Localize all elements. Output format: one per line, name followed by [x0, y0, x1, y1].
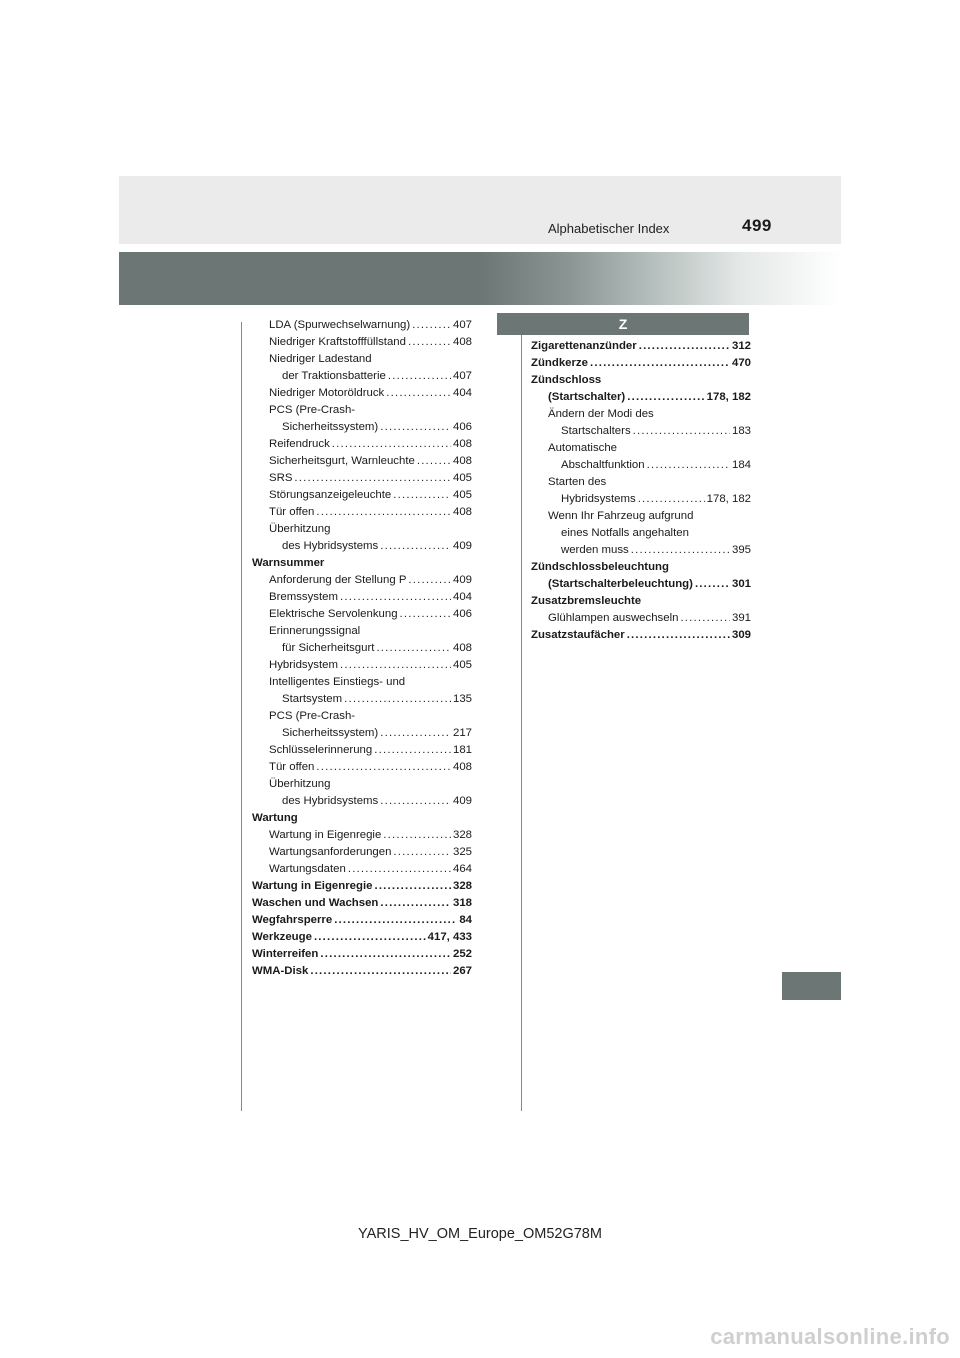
header-title: Alphabetischer Index	[548, 221, 670, 236]
dot-leader	[647, 457, 730, 474]
index-entry-label: Erinnerungssignal	[269, 625, 361, 637]
index-entry	[252, 759, 472, 776]
index-column-right	[531, 338, 751, 644]
index-entry-label: der Traktionsbatterie	[282, 370, 386, 382]
index-entry	[531, 491, 751, 508]
index-entry	[252, 929, 472, 946]
dot-leader	[680, 610, 730, 627]
index-entry-label: Überhitzung	[269, 778, 331, 790]
index-entry-pages: 318	[452, 897, 472, 909]
index-entry	[531, 525, 751, 542]
index-entry-pages: 183	[731, 425, 751, 437]
index-entry	[531, 610, 751, 627]
index-entry	[531, 627, 751, 644]
dot-leader	[344, 691, 451, 708]
index-entry	[531, 372, 751, 389]
index-entry-label: Tür offen	[269, 761, 315, 773]
index-entry-label: Wartung	[252, 812, 298, 824]
index-entry	[252, 742, 472, 759]
index-entry	[252, 334, 472, 351]
index-entry-label: des Hybridsystems	[282, 540, 379, 552]
index-entry	[531, 474, 751, 491]
index-entry	[252, 521, 472, 538]
index-entry	[252, 606, 472, 623]
index-entry-label: Zündschloss	[531, 374, 602, 386]
index-entry-pages: 406	[452, 421, 472, 433]
index-entry	[531, 508, 751, 525]
index-entry-label: Überhitzung	[269, 523, 331, 535]
header-band	[119, 176, 841, 244]
index-entry-pages: 404	[452, 591, 472, 603]
index-entry	[252, 708, 472, 725]
index-entry-pages: 178, 182	[706, 391, 751, 403]
index-entry	[252, 895, 472, 912]
index-entry-pages: 391	[731, 612, 751, 624]
dot-leader	[388, 368, 451, 385]
index-entry-label: Intelligentes Einstiegs- und	[269, 676, 406, 688]
index-entry-label: Winterreifen	[252, 948, 319, 960]
dot-leader	[376, 640, 451, 657]
dot-leader	[340, 589, 451, 606]
index-entry-pages: 405	[452, 659, 472, 671]
index-entry-pages: 181	[452, 744, 472, 756]
index-entry-label: eines Notfalls angehalten	[561, 527, 689, 539]
index-entry	[252, 504, 472, 521]
dot-leader	[412, 317, 451, 334]
index-entry	[531, 542, 751, 559]
index-entry	[252, 827, 472, 844]
dot-leader	[374, 742, 451, 759]
index-entry-label: Niedriger Motoröldruck	[269, 387, 385, 399]
dot-leader	[380, 793, 451, 810]
index-entry-pages: 408	[452, 438, 472, 450]
index-entry-label: Zusatzstaufächer	[531, 629, 625, 641]
index-entry-pages: 309	[731, 629, 751, 641]
index-entry	[252, 657, 472, 674]
dot-leader	[417, 453, 451, 470]
index-entry-label: Warnsummer	[252, 557, 325, 569]
index-entry-label: Glühlampen auswechseln	[548, 612, 679, 624]
index-entry-label: Zündkerze	[531, 357, 588, 369]
index-entry	[531, 593, 751, 610]
index-entry-label: PCS (Pre-Crash-	[269, 710, 356, 722]
index-entry	[252, 776, 472, 793]
chapter-side-tab	[782, 972, 841, 1000]
index-entry-label: Reifendruck	[269, 438, 330, 450]
index-entry	[252, 351, 472, 368]
index-entry	[252, 368, 472, 385]
index-entry-label: PCS (Pre-Crash-	[269, 404, 356, 416]
index-entry-pages: 407	[452, 319, 472, 331]
index-entry	[531, 559, 751, 576]
column-rule-left	[241, 322, 242, 1111]
dot-leader	[380, 725, 451, 742]
index-entry-label: Anforderung der Stellung P	[269, 574, 407, 586]
index-entry-label: SRS	[269, 472, 293, 484]
index-entry-pages: 325	[452, 846, 472, 858]
index-entry-label: Tür offen	[269, 506, 315, 518]
index-entry	[252, 623, 472, 640]
index-entry	[252, 453, 472, 470]
index-entry	[252, 538, 472, 555]
index-entry-label: Wegfahrsperre	[252, 914, 333, 926]
dot-leader	[348, 861, 451, 878]
dot-leader	[374, 878, 451, 895]
index-entry	[252, 878, 472, 895]
dot-leader	[332, 436, 451, 453]
index-entry-pages: 184	[731, 459, 751, 471]
index-entry	[252, 385, 472, 402]
index-entry-label: Abschaltfunktion	[561, 459, 645, 471]
index-entry	[252, 946, 472, 963]
index-entry-pages: 328	[452, 829, 472, 841]
index-entry-pages: 135	[452, 693, 472, 705]
index-entry-label: Wenn Ihr Fahrzeug aufgrund	[548, 510, 694, 522]
index-entry-pages: 408	[452, 761, 472, 773]
dot-leader	[695, 576, 730, 593]
dot-leader	[383, 827, 451, 844]
index-entry-label: Bremssystem	[269, 591, 338, 603]
index-entry-label: (Startschalterbeleuchtung)	[548, 578, 693, 590]
index-entry-label: Sicherheitsgurt, Warnleuchte	[269, 455, 415, 467]
index-entry-pages: 417, 433	[427, 931, 472, 943]
index-entry	[531, 406, 751, 423]
index-entry	[252, 555, 472, 572]
index-entry-pages: 312	[731, 340, 751, 352]
index-entry-label: Automatische	[548, 442, 618, 454]
index-entry-label: Startsystem	[282, 693, 343, 705]
index-entry-pages: 407	[452, 370, 472, 382]
dot-leader	[316, 759, 451, 776]
index-entry	[252, 861, 472, 878]
index-entry-pages: 408	[452, 642, 472, 654]
index-entry-pages: 408	[452, 506, 472, 518]
dot-leader	[294, 470, 451, 487]
index-entry	[252, 589, 472, 606]
dot-leader	[316, 504, 451, 521]
index-entry-label: Ändern der Modi des	[548, 408, 654, 420]
dot-leader	[393, 844, 451, 861]
index-entry-label: Zündschlossbeleuchtung	[531, 561, 669, 573]
document-code-footer: YARIS_HV_OM_Europe_OM52G78M	[358, 1226, 602, 1242]
index-entry	[252, 470, 472, 487]
index-entry-label: Sicherheitssystem)	[282, 421, 379, 433]
dot-leader	[340, 657, 451, 674]
index-entry-label: Sicherheitssystem)	[282, 727, 379, 739]
dot-leader	[380, 419, 451, 436]
index-entry-label: Startschalters	[561, 425, 631, 437]
dot-leader	[408, 334, 451, 351]
index-entry-pages: 409	[452, 795, 472, 807]
index-entry-label: Werkzeuge	[252, 931, 312, 943]
index-entry	[252, 963, 472, 980]
index-entry-pages: 84	[459, 914, 472, 926]
index-entry	[252, 419, 472, 436]
index-entry-label: Hybridsystem	[269, 659, 338, 671]
index-entry	[252, 317, 472, 334]
index-entry-label: Zigarettenanzünder	[531, 340, 637, 352]
index-entry	[252, 793, 472, 810]
dot-leader	[639, 338, 730, 355]
index-entry-pages: 404	[452, 387, 472, 399]
index-entry-pages: 470	[731, 357, 751, 369]
decorative-gradient-band	[119, 252, 841, 305]
index-entry-pages: 178, 182	[706, 493, 751, 505]
dot-leader	[380, 895, 451, 912]
index-entry-label: für Sicherheitsgurt	[282, 642, 375, 654]
dot-leader	[310, 963, 451, 980]
index-entry-label: Wartungsdaten	[269, 863, 346, 875]
index-entry-label: Zusatzbremsleuchte	[531, 595, 642, 607]
dot-leader	[386, 385, 451, 402]
index-entry-label: Niedriger Ladestand	[269, 353, 372, 365]
dot-leader	[627, 627, 730, 644]
index-entry	[252, 810, 472, 827]
index-entry	[531, 355, 751, 372]
index-entry	[531, 457, 751, 474]
index-entry-label: WMA-Disk	[252, 965, 309, 977]
index-entry-pages: 217	[452, 727, 472, 739]
dot-leader	[638, 491, 705, 508]
index-entry	[252, 912, 472, 929]
index-entry	[252, 436, 472, 453]
dot-leader	[320, 946, 451, 963]
dot-leader	[633, 423, 730, 440]
index-column-left	[252, 317, 472, 980]
index-entry-pages: 395	[731, 544, 751, 556]
index-entry-label: Hybridsystems	[561, 493, 636, 505]
watermark: carmanualsonline.info	[710, 1324, 950, 1349]
dot-leader	[334, 912, 457, 929]
index-entry-pages: 301	[731, 578, 751, 590]
index-entry-pages: 409	[452, 574, 472, 586]
index-entry-pages: 408	[452, 455, 472, 467]
index-entry-pages: 405	[452, 472, 472, 484]
dot-leader	[314, 929, 426, 946]
index-entry-pages: 405	[452, 489, 472, 501]
index-entry-label: des Hybridsystems	[282, 795, 379, 807]
index-entry-label: Waschen und Wachsen	[252, 897, 379, 909]
index-entry-label: Störungsanzeigeleuchte	[269, 489, 392, 501]
index-entry	[252, 844, 472, 861]
index-entry-pages: 408	[452, 336, 472, 348]
index-entry-label: Niedriger Kraftstofffüllstand	[269, 336, 406, 348]
index-entry-label: Wartung in Eigenregie	[252, 880, 373, 892]
index-entry-pages: 406	[452, 608, 472, 620]
column-rule-middle	[521, 322, 522, 1111]
index-entry	[252, 640, 472, 657]
index-entry	[252, 572, 472, 589]
index-entry-label: Wartung in Eigenregie	[269, 829, 382, 841]
index-entry-label: (Startschalter)	[548, 391, 626, 403]
index-entry-pages: 252	[452, 948, 472, 960]
index-entry-pages: 464	[452, 863, 472, 875]
dot-leader	[393, 487, 451, 504]
index-entry-pages: 328	[452, 880, 472, 892]
index-entry	[531, 423, 751, 440]
index-entry-pages: 409	[452, 540, 472, 552]
dot-leader	[631, 542, 730, 559]
index-entry-label: LDA (Spurwechselwarnung)	[269, 319, 411, 331]
index-entry	[252, 402, 472, 419]
index-entry	[252, 725, 472, 742]
index-entry	[531, 338, 751, 355]
index-entry	[531, 389, 751, 406]
index-entry-pages: 267	[452, 965, 472, 977]
index-entry	[531, 576, 751, 593]
dot-leader	[408, 572, 451, 589]
index-entry-label: werden muss	[561, 544, 629, 556]
page-number: 499	[742, 216, 772, 235]
dot-leader	[590, 355, 730, 372]
index-entry-label: Starten des	[548, 476, 607, 488]
index-entry	[252, 674, 472, 691]
index-entry-label: Wartungsanforderungen	[269, 846, 392, 858]
index-entry	[252, 487, 472, 504]
dot-leader	[627, 389, 704, 406]
dot-leader	[380, 538, 451, 555]
letter-section-header: Z	[497, 313, 749, 335]
index-entry-label: Schlüsselerinnerung	[269, 744, 373, 756]
index-entry	[252, 691, 472, 708]
index-entry-label: Elektrische Servolenkung	[269, 608, 398, 620]
dot-leader	[400, 606, 451, 623]
index-entry	[531, 440, 751, 457]
